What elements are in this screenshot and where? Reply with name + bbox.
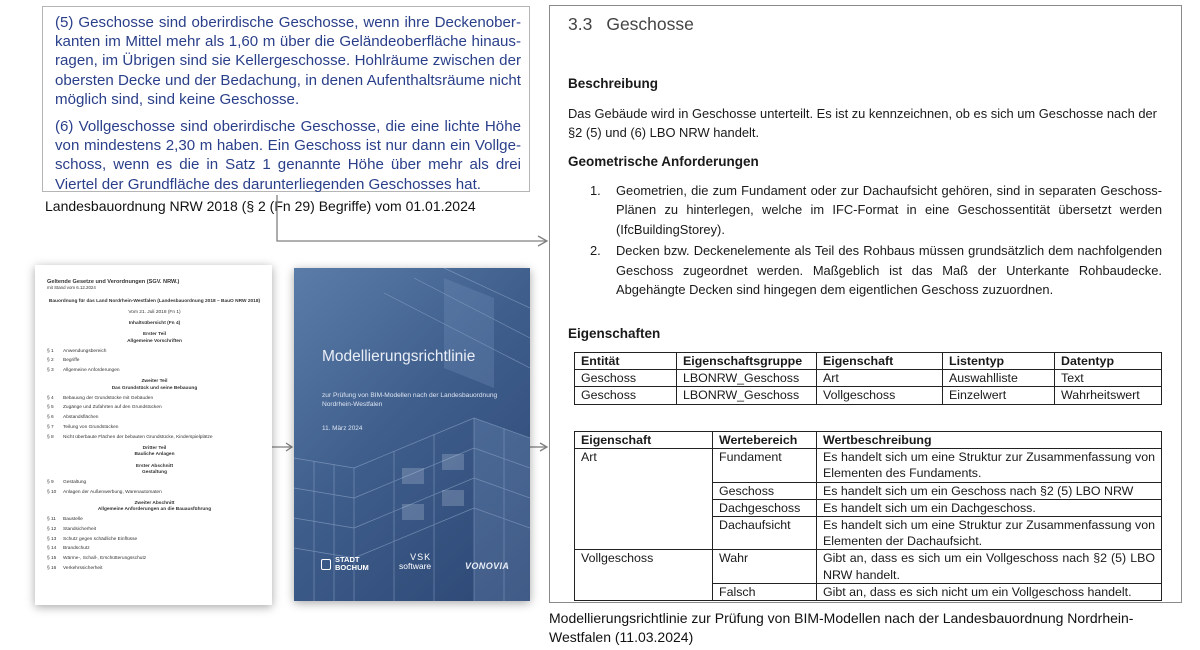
law-doc-section-number: § 8 [47, 434, 54, 440]
law-document-thumbnail [35, 265, 272, 605]
table-header-row [575, 432, 1162, 449]
arrowhead-law-to-cover [286, 443, 292, 451]
list-item-number: 2. [590, 243, 601, 259]
law-doc-section-text: Gestaltung [63, 479, 87, 485]
table-header-cell: Eigenschaft [575, 432, 713, 449]
heading-geometrische-anforderungen: Geometrische Anforderungen [568, 154, 759, 169]
law-doc-section-row [47, 566, 262, 572]
law-doc-part1-title: Allgemeine Vorschriften [127, 338, 182, 344]
table-cell: Geschoss [575, 387, 677, 404]
table-header-cell: Eigenschaft [817, 353, 943, 370]
spec-section-number: 3.3 [568, 14, 593, 34]
law-doc-section-row [47, 556, 262, 562]
law-doc-section-number: § 7 [47, 424, 54, 430]
law-doc-section-row [47, 415, 262, 421]
table-row [575, 370, 1162, 387]
law-doc-section-number: § 12 [47, 526, 57, 532]
table-row [575, 550, 1162, 583]
vonovia-logo: VONOVIA [465, 561, 510, 571]
logo-vsk-line1: VSK [410, 552, 432, 562]
law-doc-section-number: § 2 [47, 358, 54, 364]
law-doc-section-text: Abstandsflächen [63, 415, 99, 421]
law-doc-section-number: § 5 [47, 405, 54, 411]
law-doc-sections-d [47, 517, 262, 572]
law-doc-section-row [47, 368, 262, 374]
heading-eigenschaften: Eigenschaften [568, 326, 661, 341]
table-cell: Es handelt sich um eine Struktur zur Zusammenfassung von Elementen der Dachaufsicht. [817, 517, 1162, 550]
table-cell: Geschoss [575, 370, 677, 387]
law-doc-section-row [47, 405, 262, 411]
table-cell: Wahr [713, 550, 817, 583]
law-doc-section-text: Bebauung der Grundstücke mit Gebäuden [63, 395, 154, 401]
table-cell: Vollgeschoss [817, 387, 943, 404]
law-doc-part1: Erster Teil [142, 332, 167, 338]
law-doc-section-text: Allgemeine Anforderungen [63, 368, 120, 374]
law-doc-section-row [47, 527, 262, 533]
law-doc-section-row [47, 435, 262, 441]
law-doc-section-text: Anwendungsbereich [63, 348, 107, 354]
spec-caption: Modellierungsrichtlinie zur Prüfung von BIM-Modellen nach der Landesbauordnung Nordrhein-Westfalen (11.03.2024) [549, 610, 1134, 645]
legal-excerpt-box [42, 6, 530, 192]
law-doc-section-text: Anlagen der Außenwerbung, Warenautomaten [63, 489, 162, 495]
arrowhead-legal-to-spec [538, 236, 547, 246]
table-cell: Falsch [713, 583, 817, 600]
legal-paragraph-5: (5) Geschosse sind oberirdische Geschosse, wenn ihre Deckenoberkanten im Mittel mehr als 1,60 m über die Geländeoberfläche hinausragen, im Übrigen sind sie Kellergeschosse. Hohlräume zwischen der obersten Decke und der Bedachung, in denen Aufenthaltsräume nicht möglich sind, sind keine Geschosse. [55, 14, 521, 108]
law-doc-section-text: Baustelle [63, 516, 83, 522]
table-cell: Art [817, 370, 943, 387]
list-item-number: 1. [590, 183, 601, 198]
table-cell: Einzelwert [943, 387, 1055, 404]
law-doc-section-number: § 3 [47, 368, 54, 374]
table-cell: Es handelt sich um ein Dachgeschoss. [817, 499, 1162, 516]
logo-stadt-line2: BOCHUM [335, 563, 369, 572]
spec-section-heading [568, 15, 694, 34]
table-cell: Dachgeschoss [713, 499, 817, 516]
table-header-row [575, 353, 1162, 370]
law-doc-section-row [47, 517, 262, 523]
table-cell: Es handelt sich um ein Geschoss nach §2 (5) LBO NRW [817, 482, 1162, 499]
law-doc-section-row [47, 490, 262, 496]
spec-section-title: Geschosse [606, 14, 694, 34]
cover-date: 11. März 2024 [322, 425, 363, 432]
table-cell-art: Art [575, 449, 713, 550]
law-doc-part2: Zweiter Teil [141, 379, 168, 385]
law-doc-section-row [47, 480, 262, 486]
table-header-cell: Listentyp [943, 353, 1055, 370]
specification-page [549, 5, 1182, 603]
table-row [575, 449, 1162, 482]
heading-beschreibung: Beschreibung [568, 76, 659, 91]
list-item [590, 241, 1162, 299]
law-doc-sections-c [47, 480, 262, 496]
law-doc-section-text: Begriffe [63, 358, 80, 364]
law-doc-section-number: § 15 [47, 556, 57, 562]
table-cell: Text [1055, 370, 1162, 387]
legal-caption: Landesbauordnung NRW 2018 (§ 2 (Fn 29) Begriffe) vom 01.01.2024 [45, 198, 476, 214]
table-cell: Wahrheitswert [1055, 387, 1162, 404]
stadt-bochum-logo [321, 556, 369, 572]
law-doc-part3-sec2: Zweiter Abschnitt [134, 500, 175, 506]
cover-title: Modellierungsrichtlinie [322, 348, 476, 365]
table-cell: Gibt an, dass es sich um ein Vollgeschoss nach §2 (5) LBO NRW handelt. [817, 550, 1162, 583]
beschreibung-text: Das Gebäude wird in Geschosse unterteilt. Es ist zu kennzeichnen, ob es sich um Geschosse nach der §2 (5) und (6) LBO NRW handelt. [568, 106, 1157, 141]
list-item-text: Decken bzw. Deckenelemente als Teil des Rohbaus müssen grundsätzlich dem nachfolgenden Geschoss zugeordnet werden. Maßgeblich ist das Maß der Unterkante Rohbaudecke. Abgehängte Decken sind hingegen dem eigentlichen Geschoss zuzuordnen. [616, 243, 1162, 298]
law-doc-part3-sec1-title: Gestaltung [141, 469, 168, 475]
law-doc-section-number: § 1 [47, 348, 54, 354]
law-doc-section-number: § 4 [47, 395, 54, 401]
law-doc-part2-title: Das Grundstück und seine Bebauung [111, 385, 198, 391]
table-cell: LBONRW_Geschoss [677, 370, 817, 387]
list-item-text: Geometrien, die zum Fundament oder zur Dachaufsicht gehören, sind in separaten Geschoss-Plänen zu hinterlegen, welche im IFC-Format in eine Geschossentität übersetzt werden (IfcBuildingStorey). [616, 183, 1162, 237]
table-cell: Geschoss [713, 482, 817, 499]
table-cell: Es handelt sich um eine Struktur zur Zusammenfassung von Elementen des Fundaments. [817, 449, 1162, 482]
law-doc-section-number: § 10 [47, 489, 57, 495]
logo-stadt-line1: STADT [335, 555, 360, 564]
law-doc-section-number: § 11 [47, 516, 56, 522]
law-doc-sections-b [47, 396, 262, 441]
law-doc-section-text: Brandschutz [63, 546, 90, 552]
law-doc-section-row [47, 425, 262, 431]
law-doc-section-row [47, 537, 262, 543]
value-range-table [574, 431, 1162, 601]
law-doc-section-row [47, 396, 262, 402]
law-doc-section-text: Zugänge und Zufahrten auf den Grundstücken [63, 405, 162, 411]
law-doc-section-number: § 16 [47, 565, 57, 571]
law-doc-date: Vom 21. Juli 2018 (Fn 1) [128, 309, 181, 315]
properties-table [574, 352, 1162, 405]
cover-thumbnail [294, 268, 530, 601]
table-header-cell: Eigenschaftsgruppe [677, 353, 817, 370]
law-doc-toc: Inhaltsübersicht (Fn 4) [128, 321, 181, 327]
law-doc-section-text: Wärme-, Schall-, Erschütterungsschutz [63, 556, 147, 562]
law-doc-section-number: § 6 [47, 415, 54, 421]
law-doc-header: Geltende Gesetze und Verordnungen (SGV. NRW.) [47, 279, 180, 285]
table-cell: Fundament [713, 449, 817, 482]
law-doc-section-row [47, 358, 262, 364]
law-doc-title: Bauordnung für das Land Nordrhein-Westfalen (Landesbauordnung 2018 – BauO NRW 2018) [48, 298, 261, 304]
law-doc-sections-a [47, 349, 262, 375]
table-header-cell: Datentyp [1055, 353, 1162, 370]
arrowhead-cover-to-spec [540, 443, 547, 451]
table-header-cell: Entität [575, 353, 677, 370]
stadt-bochum-logo-icon [321, 559, 331, 570]
law-doc-part3-sec2-title: Allgemeine Anforderungen an die Bauausführung [97, 507, 212, 513]
table-cell: Gibt an, dass es sich nicht um ein Vollgeschoss handelt. [817, 583, 1162, 600]
table-cell: LBONRW_Geschoss [677, 387, 817, 404]
law-doc-section-text: Nicht überbaute Flächen der bebauten Grundstücke, Kinderspielplätze [63, 434, 213, 440]
table-cell: Auswahlliste [943, 370, 1055, 387]
law-doc-section-row [47, 349, 262, 355]
law-doc-section-text: Teilung von Grundstücken [63, 424, 119, 430]
vsk-software-logo [399, 553, 431, 570]
law-doc-section-number: § 9 [47, 479, 54, 485]
table-header-cell: Wertbeschreibung [817, 432, 1162, 449]
table-header-cell: Wertebereich [713, 432, 817, 449]
list-item [590, 181, 1162, 239]
law-doc-section-number: § 13 [47, 536, 57, 542]
table-row [575, 387, 1162, 404]
law-doc-section-text: Schutz gegen schädliche Einflüsse [63, 536, 138, 542]
law-doc-part3: Dritter Teil [142, 446, 167, 452]
law-doc-section-text: Verkehrssicherheit [63, 565, 103, 571]
law-doc-part3-sec1: Erster Abschnitt [135, 463, 174, 469]
cover-subtitle: zur Prüfung von BIM-Modellen nach der Landesbauordnung Nordrhein-Westfalen [322, 392, 498, 408]
law-doc-section-row [47, 546, 262, 552]
law-doc-section-number: § 14 [47, 546, 57, 552]
geometric-requirements-list [590, 181, 1162, 301]
logo-vsk-line2: software [399, 560, 432, 571]
law-doc-part3-title: Bauliche Anlagen [134, 452, 175, 458]
table-cell: Dachaufsicht [713, 517, 817, 550]
law-doc-subheader: mit Stand vom 6.12.2024 [47, 285, 96, 291]
law-doc-section-text: Standsicherheit [63, 526, 97, 532]
table-cell-vollgeschoss: Vollgeschoss [575, 550, 713, 601]
legal-paragraph-6: (6) Vollgeschosse sind oberirdische Geschosse, die eine lichte Höhe von mindestens 2,30 m haben. Ein Geschoss ist nur dann ein Vollgeschoss, wenn es die in Satz 1 genannte Höhe über mehr als drei Viertel der Grundfläche des darunterliegenden Geschosses hat. [55, 118, 521, 193]
